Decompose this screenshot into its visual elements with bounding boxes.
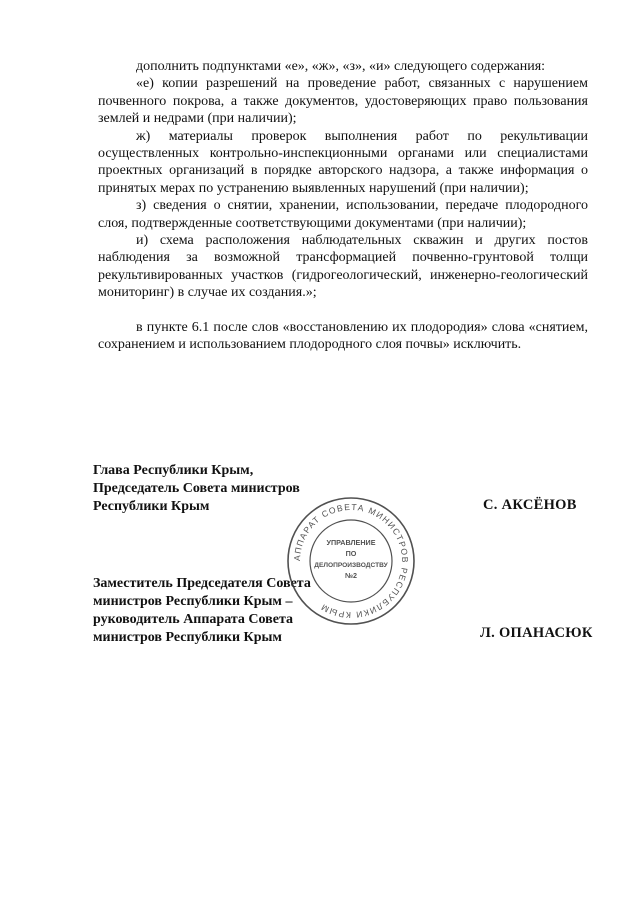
stamp-center-line: №2 — [344, 571, 358, 580]
deputy-signature-name: Л. ОПАНАСЮК — [480, 625, 593, 641]
paragraph-item-z: з) сведения о снятии, хранении, использовании, передаче плодородного слоя, подтвержденные соответствующими документами (при наличии); — [98, 198, 588, 231]
deputy-title-line: Заместитель Председателя Совета — [93, 576, 311, 591]
paragraph-point-6-1: в пункте 6.1 после слов «восстановлению их плодородия» слова «снятием, сохранением и использованием плодородного слоя почвы» исключить. — [98, 319, 588, 353]
stamp-inner-ring — [310, 520, 392, 602]
stamp-center-line: ДЕЛОПРОИЗВОДСТВУ — [314, 562, 388, 569]
head-title-line: Республики Крым — [93, 499, 210, 514]
paragraph-item-zh: ж) материалы проверок выполнения работ по рекультивации осуществленных контрольно-инспекционными органами или специалистами проектных организаций в порядке авторского надзора, а также информация о принятых мерах по устранению выявленных нарушений (при наличии); — [98, 128, 588, 196]
paragraph-item-i: и) схема расположения наблюдательных скважин и других постов наблюдения за возможной трансформацией почвенно-грунтовой толщи рекультивированных участков (гидрогеологический, инженерно-геологический мониторинг) в случае их создания.»; — [98, 233, 588, 301]
deputy-title-line: министров Республики Крым – — [93, 594, 293, 609]
paragraph-item-e: «е) копии разрешений на проведение работ, связанных с нарушением почвенного покрова, а также документов, удостоверяющих право пользования землей и недрами (при наличии); — [98, 76, 588, 127]
deputy-title-line: руководитель Аппарата Совета — [93, 612, 293, 627]
stamp-center-line: УПРАВЛЕНИЕ — [326, 538, 376, 547]
official-stamp — [285, 495, 417, 627]
stamp-center-line: ПО — [345, 549, 357, 558]
stamp-ring-text: АППАРАТ СОВЕТА МИНИСТРОВ РЕСПУБЛИКИ КРЫМ — [291, 501, 411, 621]
paragraph-intro: дополнить подпунктами «е», «ж», «з», «и» следующего содержания: — [136, 59, 546, 74]
stamp-outer-ring — [288, 498, 414, 624]
head-title-line: Председатель Совета министров — [93, 481, 300, 496]
deputy-title-line: министров Республики Крым — [93, 630, 282, 645]
head-signature-name: С. АКСЁНОВ — [483, 497, 577, 513]
head-title-line: Глава Республики Крым, — [93, 463, 254, 478]
document-body — [98, 58, 588, 354]
